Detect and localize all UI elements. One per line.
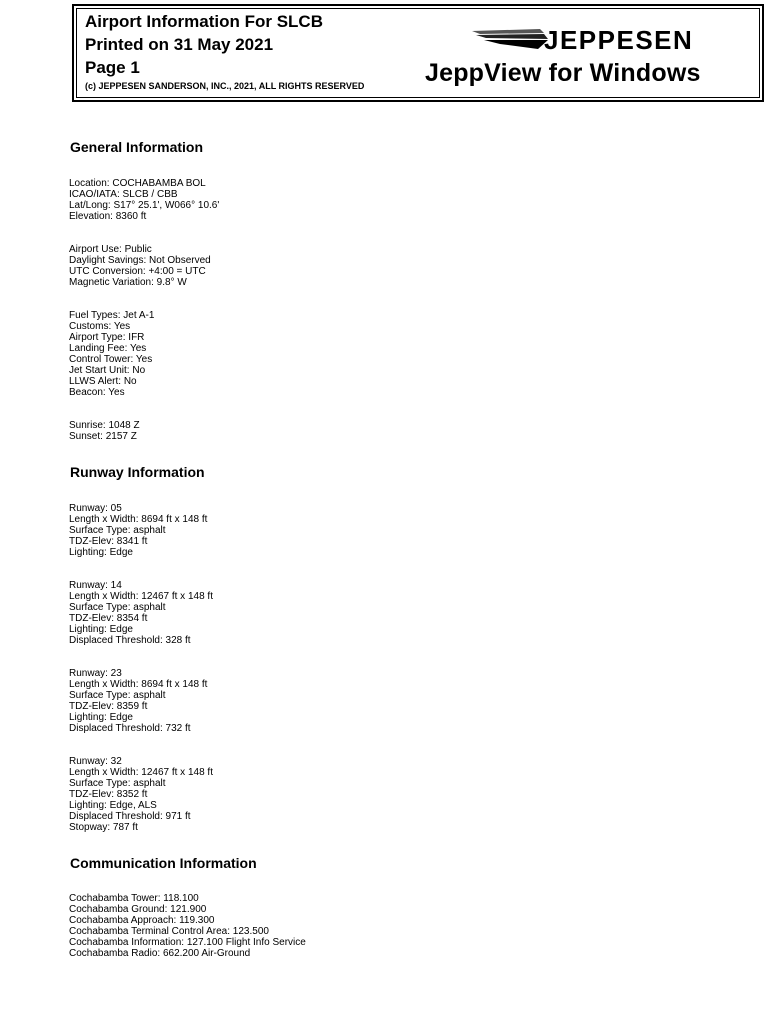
sunset-line: Sunset: 2157 Z (69, 431, 137, 442)
runway-32-block (69, 756, 213, 833)
approach-frequency-line: Cochabamba Approach: 119.300 (69, 915, 215, 926)
logo-wordmark: JEPPESEN (544, 25, 694, 55)
lighting-line: Lighting: Edge (69, 547, 133, 558)
magnetic-variation-line: Magnetic Variation: 9.8° W (69, 277, 187, 288)
displaced-threshold-line: Displaced Threshold: 971 ft (69, 811, 191, 822)
page-number: Page 1 (85, 58, 140, 77)
surface-type-line: Surface Type: asphalt (69, 778, 166, 789)
control-tower-line: Control Tower: Yes (69, 354, 153, 365)
location-block (69, 178, 219, 222)
runway-line: Runway: 14 (69, 580, 122, 591)
runway-05-block (69, 503, 207, 558)
communication-block (69, 893, 306, 959)
jeppesen-logo (472, 25, 762, 55)
llws-alert-line: LLWS Alert: No (69, 376, 137, 387)
airport-title: Airport Information For SLCB (85, 12, 323, 31)
tdz-elev-line: TDZ-Elev: 8354 ft (69, 613, 148, 624)
surface-type-line: Surface Type: asphalt (69, 602, 166, 613)
tdz-elev-line: TDZ-Elev: 8359 ft (69, 701, 148, 712)
daylight-savings-line: Daylight Savings: Not Observed (69, 255, 211, 266)
surface-type-line: Surface Type: asphalt (69, 525, 166, 536)
length-width-line: Length x Width: 12467 ft x 148 ft (69, 591, 213, 602)
displaced-threshold-line: Displaced Threshold: 328 ft (69, 635, 191, 646)
header-inner-border (76, 8, 760, 98)
copyright-notice: (c) JEPPESEN SANDERSON, INC., 2021, ALL RIGHTS RESERVED (85, 81, 365, 91)
utc-conversion-line: UTC Conversion: +4:00 = UTC (69, 266, 206, 277)
jet-start-unit-line: Jet Start Unit: No (69, 365, 146, 376)
icao-iata-line: ICAO/IATA: SLCB / CBB (69, 189, 178, 200)
runway-23-block (69, 668, 207, 734)
fuel-types-line: Fuel Types: Jet A-1 (69, 310, 155, 321)
length-width-line: Length x Width: 8694 ft x 148 ft (69, 514, 208, 525)
terminal-control-frequency-line: Cochabamba Terminal Control Area: 123.500 (69, 926, 269, 937)
elevation-line: Elevation: 8360 ft (69, 211, 147, 222)
runway-line: Runway: 05 (69, 503, 122, 514)
runway-line: Runway: 32 (69, 756, 122, 767)
beacon-line: Beacon: Yes (69, 387, 125, 398)
airport-use-block (69, 244, 211, 288)
sunrise-line: Sunrise: 1048 Z (69, 420, 140, 431)
tower-frequency-line: Cochabamba Tower: 118.100 (69, 893, 199, 904)
lighting-line: Lighting: Edge (69, 624, 133, 635)
landing-fee-line: Landing Fee: Yes (69, 343, 147, 354)
runway-14-block (69, 580, 213, 646)
location-line: Location: COCHABAMBA BOL (69, 178, 206, 189)
ground-frequency-line: Cochabamba Ground: 121.900 (69, 904, 207, 915)
lat-long-line: Lat/Long: S17° 25.1', W066° 10.6' (69, 200, 220, 211)
radio-frequency-line: Cochabamba Radio: 662.200 Air-Ground (69, 948, 251, 959)
tdz-elev-line: TDZ-Elev: 8352 ft (69, 789, 148, 800)
product-name: JeppView for Windows (425, 59, 701, 87)
length-width-line: Length x Width: 8694 ft x 148 ft (69, 679, 208, 690)
communication-info-heading: Communication Information (70, 855, 257, 871)
swoosh-icon (472, 25, 552, 55)
runway-line: Runway: 23 (69, 668, 122, 679)
airport-use-line: Airport Use: Public (69, 244, 152, 255)
information-frequency-line: Cochabamba Information: 127.100 Flight Info Service (69, 937, 306, 948)
header-box (72, 4, 764, 102)
services-block (69, 310, 154, 398)
length-width-line: Length x Width: 12467 ft x 148 ft (69, 767, 213, 778)
tdz-elev-line: TDZ-Elev: 8341 ft (69, 536, 148, 547)
stopway-line: Stopway: 787 ft (69, 822, 138, 833)
general-info-heading: General Information (70, 139, 204, 155)
printed-date: Printed on 31 May 2021 (85, 35, 274, 54)
lighting-line: Lighting: Edge, ALS (69, 800, 157, 811)
lighting-line: Lighting: Edge (69, 712, 133, 723)
surface-type-line: Surface Type: asphalt (69, 690, 166, 701)
runway-info-heading: Runway Information (70, 464, 205, 480)
airport-type-line: Airport Type: IFR (69, 332, 145, 343)
displaced-threshold-line: Displaced Threshold: 732 ft (69, 723, 191, 734)
sun-block (69, 420, 140, 442)
customs-line: Customs: Yes (69, 321, 131, 332)
